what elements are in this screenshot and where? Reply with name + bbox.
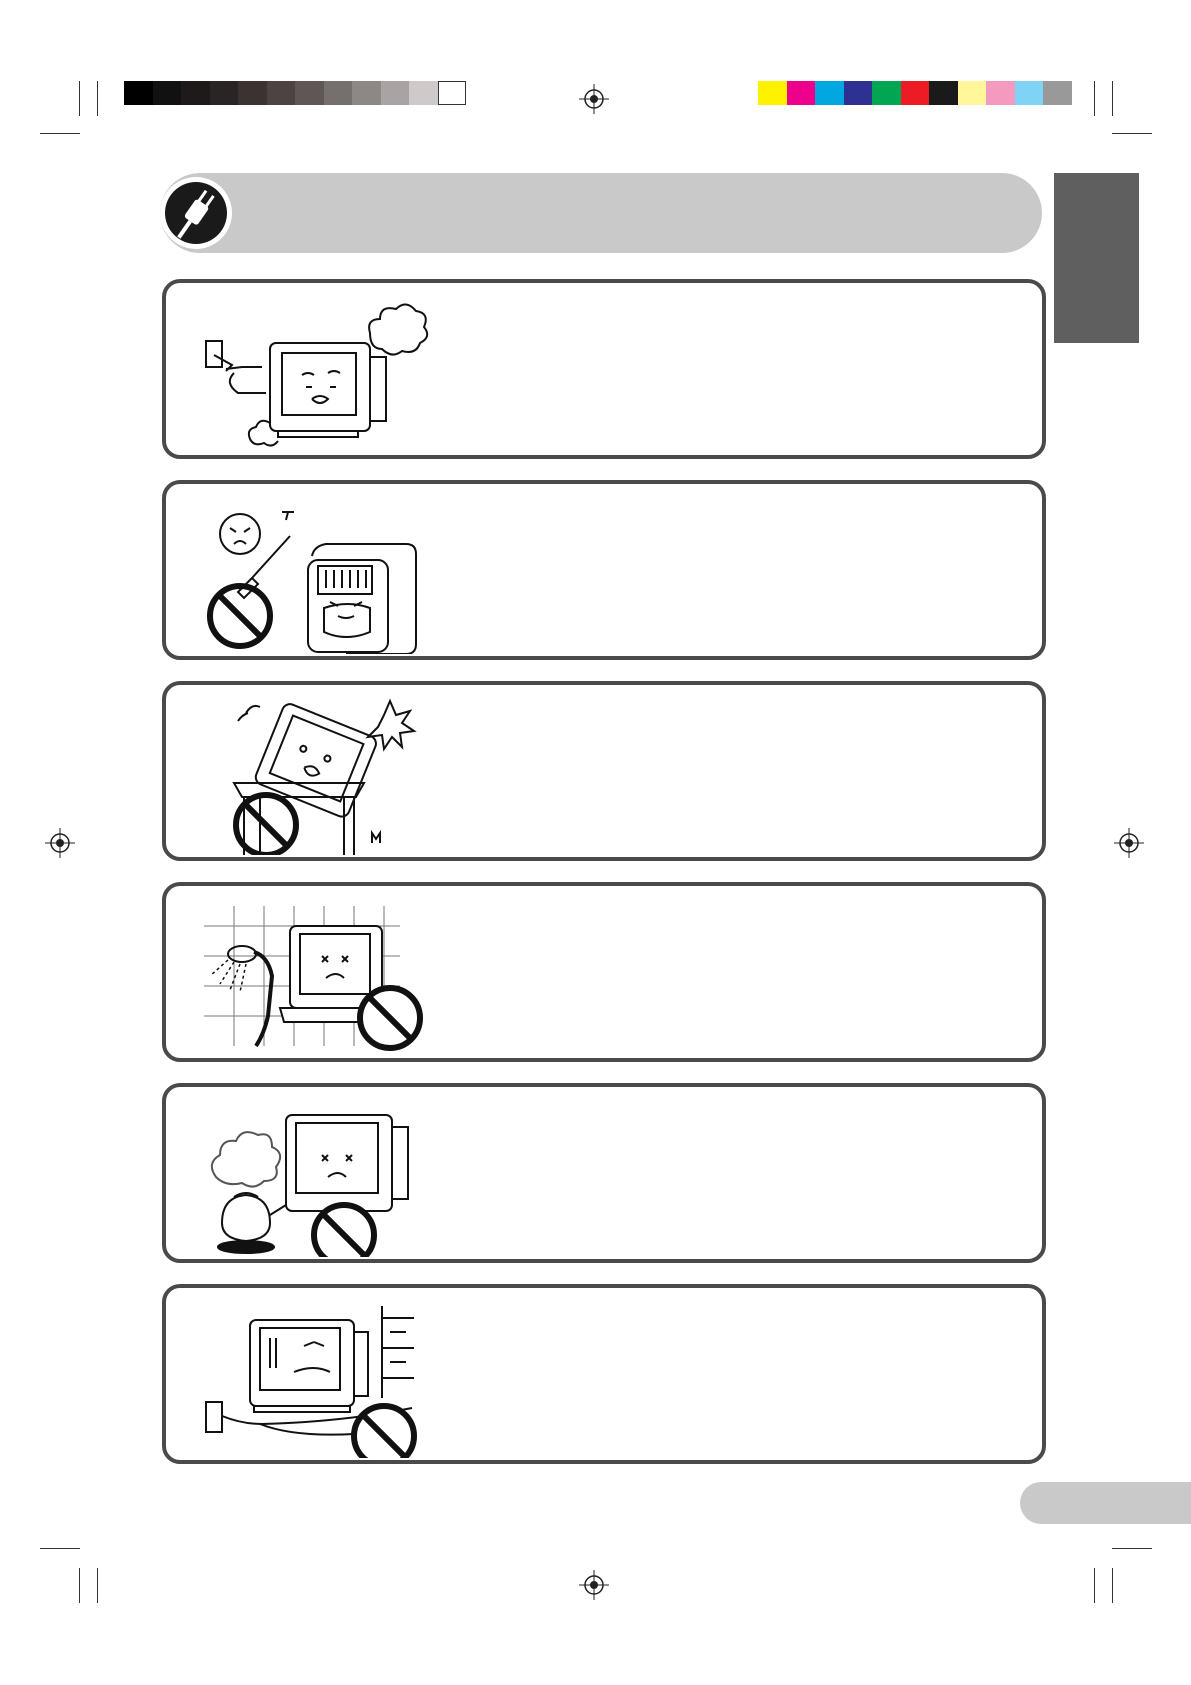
no-steam-kettle-tv-icon — [194, 1097, 434, 1257]
color-swatch — [295, 81, 324, 105]
no-unstable-surface-tv-icon — [194, 695, 434, 855]
crop-mark — [40, 1548, 80, 1549]
color-swatch — [267, 81, 296, 105]
no-damaged-cord-tv-icon — [194, 1298, 434, 1458]
registration-mark-icon — [1114, 828, 1144, 858]
color-swatch — [958, 81, 987, 105]
registration-mark-icon — [45, 828, 75, 858]
crop-mark — [1112, 81, 1113, 116]
crop-mark — [97, 1568, 98, 1603]
no-disassembly-screwdriver-icon — [194, 494, 434, 654]
crop-mark — [1112, 1548, 1152, 1549]
safety-panel — [162, 1284, 1046, 1464]
power-plug-icon — [158, 175, 234, 251]
page-number-pill — [1020, 1482, 1191, 1524]
crop-mark — [79, 1568, 80, 1603]
registration-mark-icon — [579, 1570, 609, 1600]
no-moisture-shower-tv-icon — [194, 896, 434, 1056]
color-swatch — [844, 81, 873, 105]
crop-mark — [1112, 133, 1152, 134]
color-swatch — [181, 81, 210, 105]
color-swatch — [1043, 81, 1072, 105]
safety-panel — [162, 681, 1046, 861]
color-swatch — [324, 81, 353, 105]
chapter-side-tab — [1054, 173, 1139, 343]
crop-mark — [40, 133, 80, 134]
color-swatch — [901, 81, 930, 105]
color-swatch — [381, 81, 410, 105]
color-swatch — [815, 81, 844, 105]
color-swatch — [153, 81, 182, 105]
color-swatch — [1015, 81, 1044, 105]
registration-mark-icon — [579, 84, 609, 114]
color-swatch — [352, 81, 381, 105]
safety-panel — [162, 882, 1046, 1062]
crop-mark — [1094, 81, 1095, 116]
color-swatch — [210, 81, 239, 105]
unplug-smoking-tv-icon — [194, 293, 434, 453]
color-swatch — [929, 81, 958, 105]
crop-mark — [1094, 1568, 1095, 1603]
color-swatch — [758, 81, 787, 105]
crop-mark — [97, 81, 98, 116]
section-header-band — [160, 173, 1042, 253]
color-swatch — [409, 81, 438, 105]
crop-mark — [1112, 1568, 1113, 1603]
color-swatch — [124, 81, 153, 105]
color-swatch — [238, 81, 267, 105]
color-swatch — [986, 81, 1015, 105]
safety-panel — [162, 279, 1046, 459]
safety-panel — [162, 1083, 1046, 1263]
color-swatch — [872, 81, 901, 105]
color-swatch — [787, 81, 816, 105]
color-swatch — [438, 81, 467, 105]
crop-mark — [79, 81, 80, 116]
safety-panel — [162, 480, 1046, 660]
